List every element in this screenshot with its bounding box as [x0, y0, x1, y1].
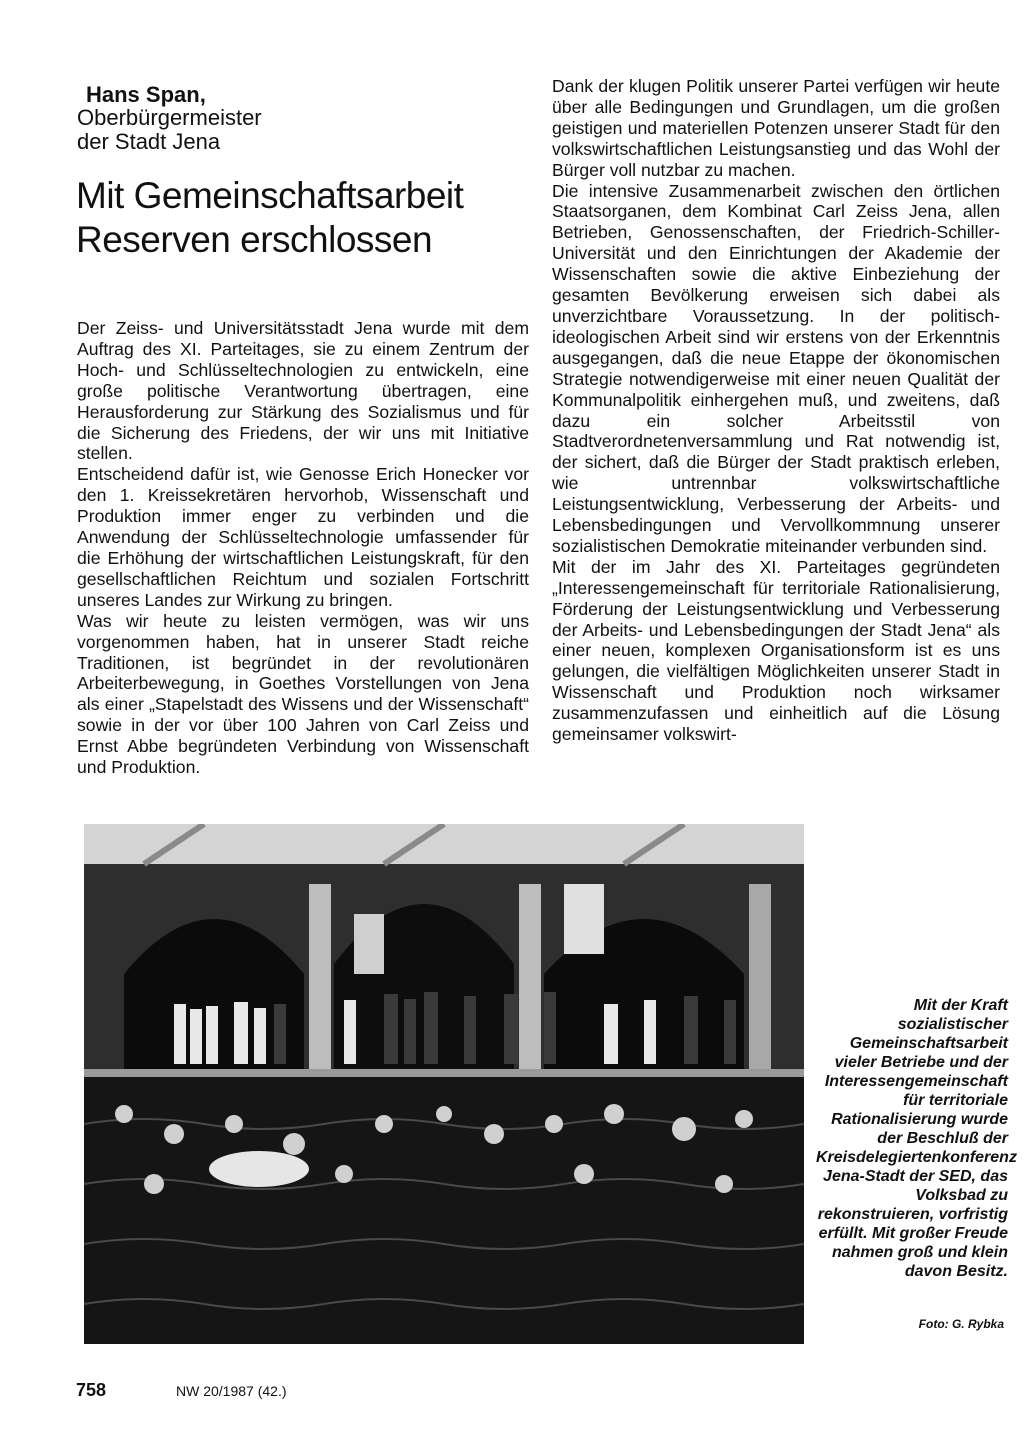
author-name: Hans Span, [86, 82, 206, 107]
article-paragraph: Dank der klugen Politik unserer Partei verfügen wir heute über alle Bedingungen und Grundlagen, um die großen geistigen und materiellen Potenzen unserer Stadt für den volkswirtschaftlichen Leistungsanstieg und das Wohl der Bürger voll nutzbar zu machen. [552, 76, 1000, 180]
article-headline: Mit Gemeinschaftsarbeit Reserven erschlossen [76, 175, 464, 260]
article-paragraph: Der Zeiss- und Universitätsstadt Jena wurde mit dem Auftrag des XI. Parteitages, sie zu einem Zentrum der Hoch- und Schlüsseltechnologien zu entwickeln, eine große politische Verantwortung übertragen, eine Herausforderung zur Stärkung des Sozialismus und für die Sicherung des Friedens, der wir uns mit Initiative stellen. [77, 318, 529, 464]
article-paragraph: Mit der im Jahr des XI. Parteitages gegründeten „Interessengemeinschaft für territoriale Rationalisierung, Förderung der Leistungsentwicklung und Verbesserung der Arbeits- und Lebensbedingungen der Stadt Jena“ als einer neuen, komplexen Organisationsform ist es uns gelungen, die vielfältigen Möglichkeiten unserer Stadt in Wissenschaft und Produktion noch wirksamer zusammenzufassen und einheitlich auf die Lösung gemeinsamer volkswirt- [552, 556, 1000, 745]
swimming-pool-photo [84, 824, 804, 1344]
author-role: Oberbürgermeister der Stadt Jena [77, 105, 262, 154]
article-paragraph: Was wir heute zu leisten vermögen, was wir uns vorgenommen haben, hat in unserer Stadt reiche Traditionen, ist begründet in der revolutionären Arbeiterbewegung, in Goethes Vorstellungen von Jena als einer „Stapelstadt des Wissens und der Wissenschaft“ sowie in der vor über 100 Jahren von Carl Zeiss und Ernst Abbe begründeten Verbindung von Wissenschaft und Produktion. [77, 610, 529, 778]
article-column-right [552, 76, 1000, 745]
article-paragraph: Entscheidend dafür ist, wie Genosse Erich Honecker vor den 1. Kreissekretären hervorhob, Wissenschaft und Produktion immer enger zu verbinden und die Anwendung der Schlüsseltechnologie umfassender für die Erhöhung der wirtschaftlichen Leistungskraft, für den gesellschaftlichen Reichtum und sozialen Fortschritt unseres Landes zur Wirkung zu bringen. [77, 464, 529, 610]
article-column-left [77, 318, 529, 778]
article-paragraph: Die intensive Zusammenarbeit zwischen den örtlichen Staatsorganen, dem Kombinat Carl Zeiss Jena, allen Betrieben, Genossenschaften, der Friedrich-Schiller-Universität und den Einrichtungen der Akademie der Wissenschaften sowie die aktive Einbeziehung der gesamten Bevölkerung erweisen sich dabei als unverzichtbare Voraussetzung. In der politisch-ideologischen Arbeit sind wir erstens von der Erkenntnis ausgegangen, daß die neue Etappe der ökonomischen Strategie notwendigerweise mit einer neuen Qualität der Kommunalpolitik einhergehen muß, und zweitens, daß dazu ein solcher Arbeitsstil von Stadtverordnetenversammlung und Rat notwendig ist, der sichert, daß die Bürger der Stadt praktisch erleben, wie untrennbar volkswirtschaftliche Leistungsentwicklung, Verbesserung der Arbeits- und Lebensbedingungen und Vervollkommnung unserer sozialistischen Demokratie miteinander verbunden sind. [552, 180, 1000, 556]
issue-reference: NW 20/1987 (42.) [176, 1383, 287, 1399]
photo-credit: Foto: G. Rybka [918, 1317, 1004, 1331]
page-number: 758 [76, 1380, 107, 1400]
photo-caption: Mit der Kraft sozialistischer Gemeinschaftsarbeit vieler Betriebe und der Interessengemeinschaft für territoriale Rationalisierung wurde der Beschluß der Kreisdelegiertenkonferenz Jena-Stadt der SED, das Volksbad zu rekonstruieren, vorfristig erfüllt. Mit großer Freude nahmen groß und klein davon Besitz. [816, 997, 1017, 1280]
